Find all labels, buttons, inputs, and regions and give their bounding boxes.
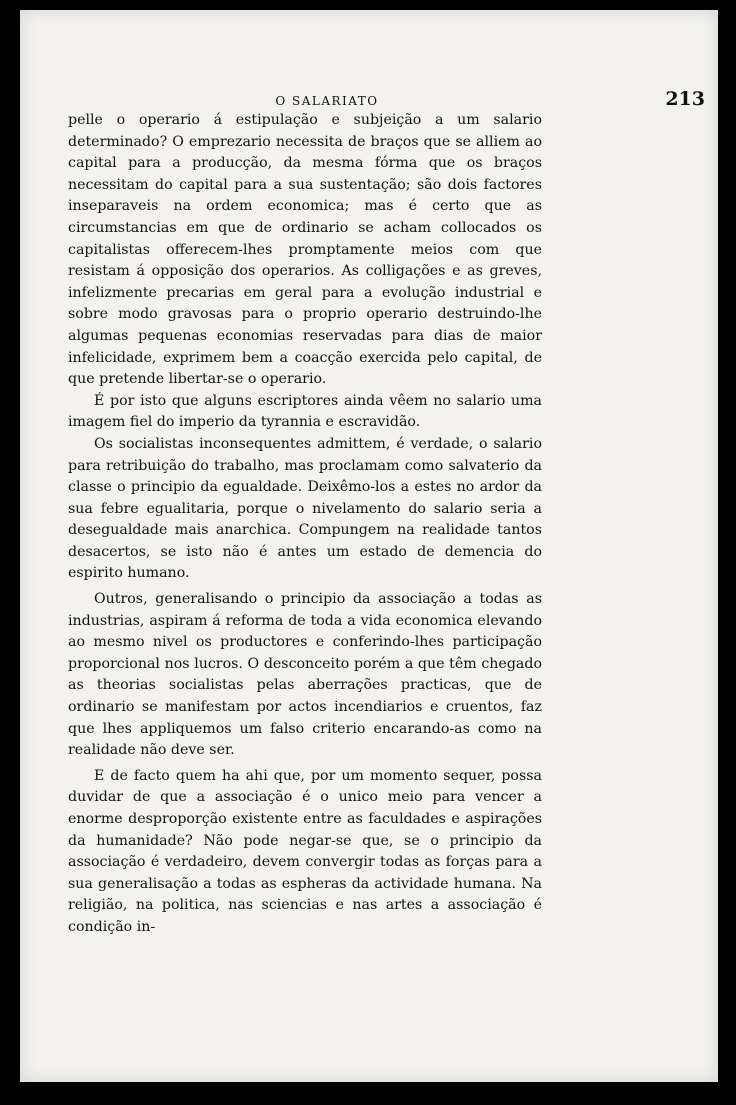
running-title: O SALARIATO [275,94,379,108]
paragraph-1: pelle o operario á estipulação e subjeição a um salario determinado? O emprezario necessita de braços que se alliem ao capital para a producção, da mesma fórma que os braços necessitam do capital para a sua sustentação; são dois factores inseparaveis na ordem economica; mas é certo que as circumstancias em que de ordinario se acham collocados os capitalistas offerecem-lhes promptamente meios com que resistam á opposição dos operarios. As colligações e as greves, infelizmente precarias em geral para a evolução industrial e sobre modo gravosas para o proprio operario destruindo-lhe algumas pequenas economias reservadas para dias de maior infelicidade, exprimem bem a coacção exercida pelo capital, de que pretende libertar-se o operario. [68,112,542,388]
paragraph-2: É por isto que alguns escriptores ainda vêem no salario uma imagem fiel do imperio da tyrannia e escravidão. [68,392,542,431]
page-number: 213 [665,88,705,110]
paragraph-3: Os socialistas inconsequentes admittem, é verdade, o salario para retribuição do trabalho, mas proclamam como salvaterio da classe o principio da egualdade. Deixêmo-los a estes no ardor da sua febre egualitaria, porque o nivelamento do salario seria a desegualdade mais anarchica. Compungem na realidade tantos desacertos, se isto não é antes um estado de demencia do espirito humano. [68,435,542,582]
body-text [68,110,542,939]
paragraph-5: E de facto quem ha ahi que, por um momento sequer, possa duvidar de que a associação é o unico meio para vencer a enorme desproporção existente entre as faculdades e aspirações da humanidade? Não pode negar-se que, se o principio da associação é verdadeiro, devem convergir todas as forças para a sua generalisação a todas as espheras da actividade humana. Na religião, na politica, nas sciencias e nas artes a associação é condição in- [68,767,542,935]
paragraph-4: Outros, generalisando o principio da associação a todas as industrias, aspiram á reforma de toda a vida economica elevando ao mesmo nivel os productores e conferindo-lhes participação proporcional nos lucros. O desconceito porém a que têm chegado as theorias socialistas pelas aberrações practicas, que de ordinario se manifestam por actos incendiarios e cruentos, faz que lhes appliquemos um falso criterio encarando-as como na realidade não deve ser. [68,591,542,759]
